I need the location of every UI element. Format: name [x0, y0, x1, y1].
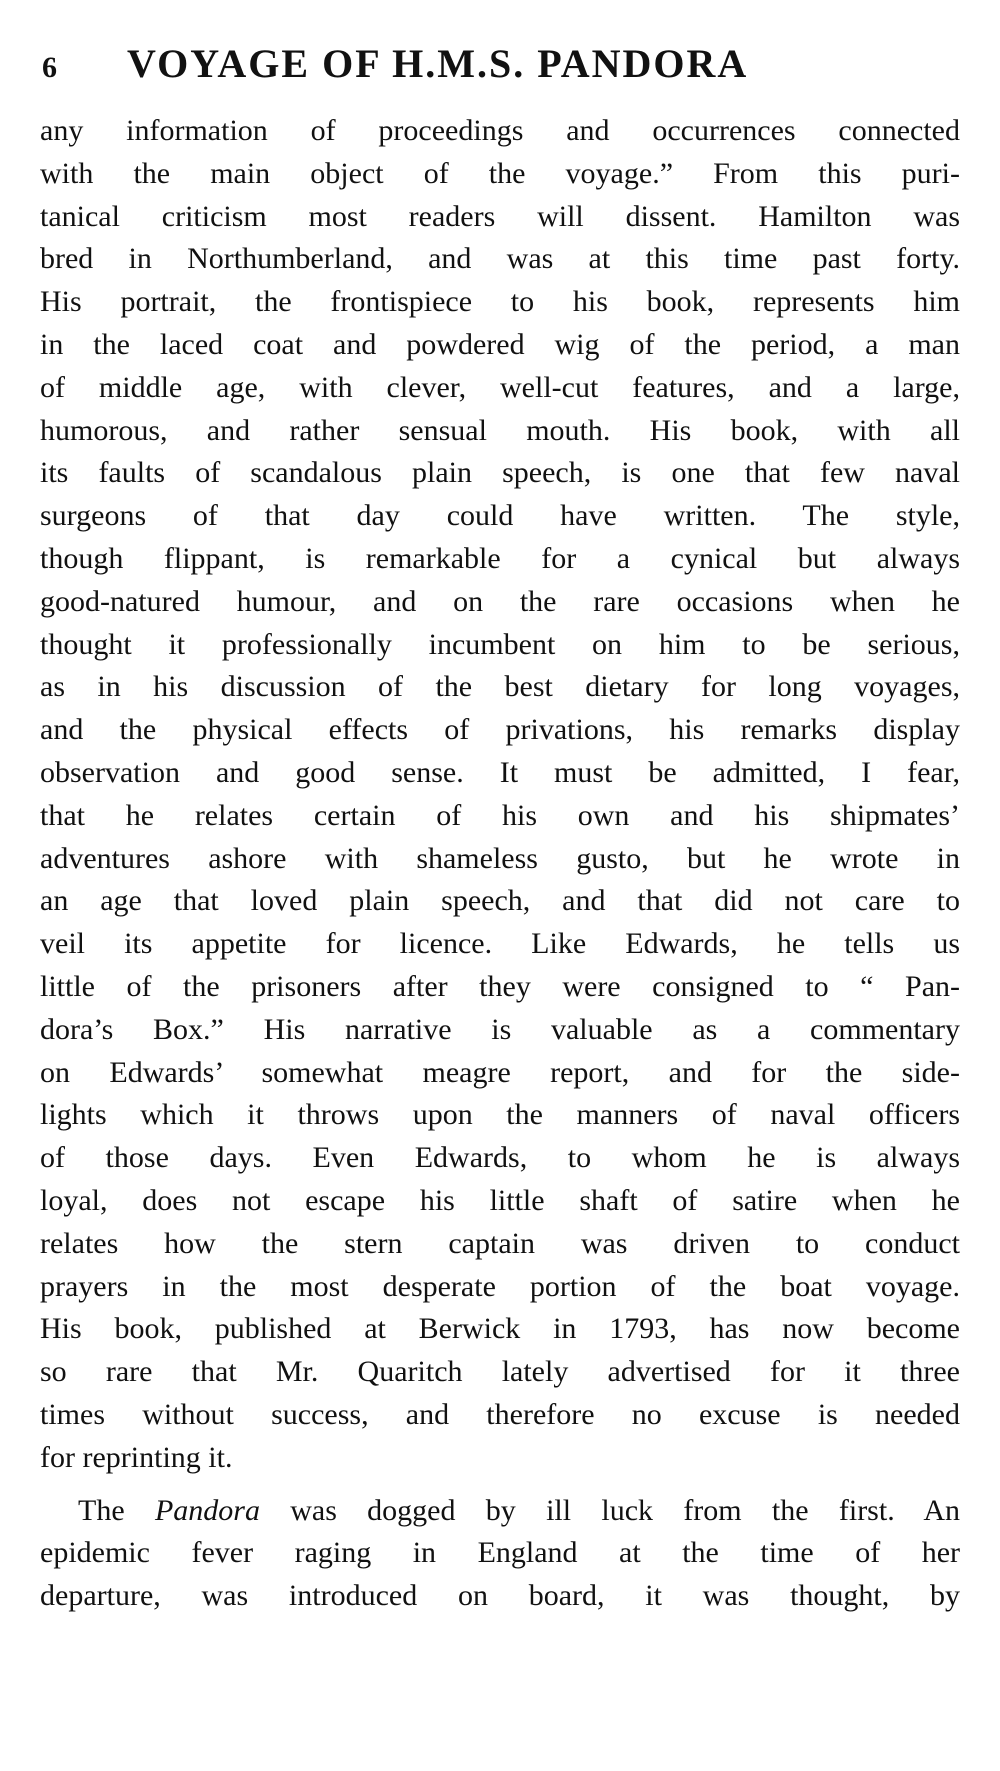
- text-line: for reprinting it.: [40, 1440, 233, 1474]
- text-line: His portrait, the frontispiece to his book, represents him: [40, 285, 960, 319]
- text-line: [40, 1490, 960, 1533]
- text-span: The: [78, 1493, 155, 1527]
- text-line: adventures ashore with shameless gusto, but he wrote in: [40, 841, 960, 875]
- text-line: loyal, does not escape his little shaft of satire when he: [40, 1183, 960, 1217]
- text-line: humorous, and rather sensual mouth. His book, with all: [40, 413, 960, 447]
- text-line: of those days. Even Edwards, to whom he is always: [40, 1141, 960, 1175]
- text-line: and the physical effects of privations, his remarks display: [40, 713, 960, 747]
- paragraph: [40, 1490, 960, 1618]
- text-line: good-natured humour, and on the rare occasions when he: [40, 584, 960, 618]
- text-line: departure, was introduced on board, it was thought, by: [40, 1579, 960, 1613]
- text-line: with the main object of the voyage.” From this puri-: [40, 156, 960, 190]
- text-line: its faults of scandalous plain speech, is one that few naval: [40, 456, 960, 490]
- text-line: times without success, and therefore no excuse is needed: [40, 1397, 960, 1431]
- text-span: was dogged by ill luck from the first. An: [259, 1493, 960, 1527]
- text-line: any information of proceedings and occurrences connected: [40, 114, 960, 147]
- text-line: observation and good sense. It must be admitted, I fear,: [40, 755, 960, 789]
- text-line: relates how the stern captain was driven to conduct: [40, 1226, 960, 1260]
- text-line: dora’s Box.” His narrative is valuable as a commentary: [40, 1012, 960, 1046]
- text-line: tanical criticism most readers will dissent. Hamilton was: [40, 199, 960, 233]
- running-title: VOYAGE OF H.M.S. PANDORA: [127, 41, 749, 86]
- text-line: though flippant, is remarkable for a cynical but always: [40, 541, 960, 575]
- ship-name-italic: Pandora: [154, 1493, 260, 1527]
- paragraph: [40, 110, 960, 1480]
- text-line: an age that loved plain speech, and that did not care to: [40, 884, 960, 918]
- text-line: so rare that Mr. Quaritch lately advertised for it three: [40, 1355, 960, 1389]
- text-line: thought it professionally incumbent on him to be serious,: [40, 627, 960, 661]
- text-line: on Edwards’ somewhat meagre report, and for the side-: [40, 1055, 960, 1089]
- text-line: bred in Northumberland, and was at this time past forty.: [40, 242, 960, 276]
- text-line: surgeons of that day could have written. The style,: [40, 499, 960, 533]
- text-line: of middle age, with clever, well-cut features, and a large,: [40, 370, 960, 404]
- body-text: [40, 110, 960, 1618]
- text-line: that he relates certain of his own and his shipmates’: [40, 798, 960, 832]
- text-line: veil its appetite for licence. Like Edwards, he tells us: [40, 927, 960, 961]
- page-number: 6: [42, 51, 57, 84]
- paragraph-gap: [40, 1480, 960, 1490]
- text-line: as in his discussion of the best dietary for long voyages,: [40, 670, 960, 704]
- text-line: in the laced coat and powdered wig of the period, a man: [40, 327, 960, 361]
- text-line: little of the prisoners after they were consigned to “ Pan-: [40, 969, 960, 1003]
- text-line: His book, published at Berwick in 1793, has now become: [40, 1312, 960, 1346]
- text-line: lights which it throws upon the manners of naval officers: [40, 1098, 960, 1132]
- running-head: [40, 40, 960, 92]
- text-line: epidemic fever raging in England at the time of her: [40, 1536, 960, 1570]
- text-line: prayers in the most desperate portion of the boat voyage.: [40, 1269, 960, 1303]
- book-page: [40, 40, 960, 1618]
